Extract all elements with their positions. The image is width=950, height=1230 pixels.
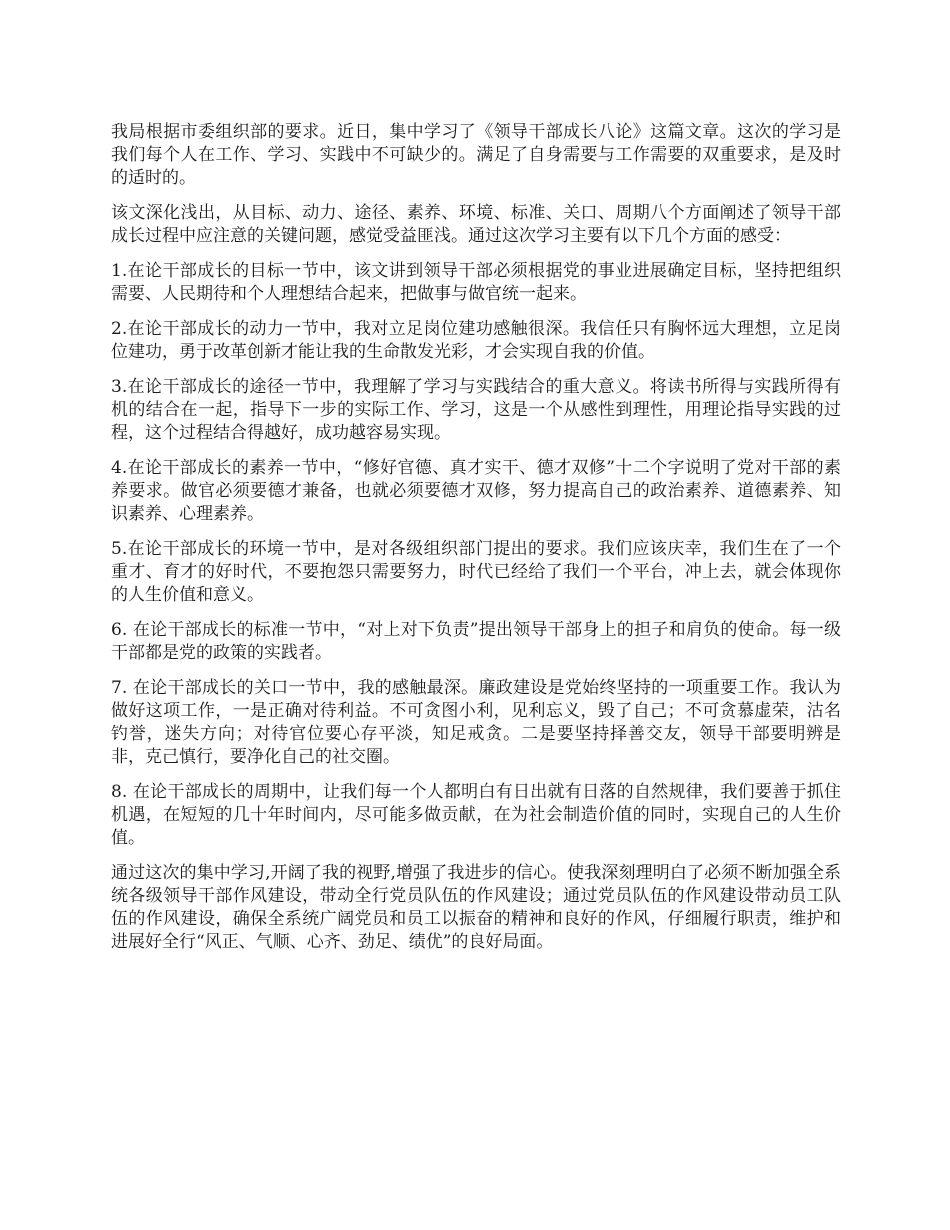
paragraph-point-5: 5.在论干部成长的环境一节中，是对各级组织部门提出的要求。我们应该庆幸，我们生在了一个重才、育才的好时代，不要抱怨只需要努力，时代已经给了我们一个平台，冲上去，就会体现你的人生价值和意义。 <box>111 539 841 605</box>
document-body <box>111 121 841 966</box>
paragraph-point-8: 8. 在论干部成长的周期中，让我们每一个人都明白有日出就有日落的自然规律，我们要善于抓住机遇，在短短的几十年时间内，尽可能多做贡献，在为社会制造价值的同时，实现自己的人生价值。 <box>111 782 841 848</box>
paragraph-point-6: 6. 在论干部成长的标准一节中，“对上对下负责”提出领导干部身上的担子和肩负的使命。每一级干部都是党的政策的实践者。 <box>111 620 841 663</box>
paragraph-conclusion: 通过这次的集中学习,开阔了我的视野,增强了我进步的信心。使我深刻理明白了必须不断加强全系统各级领导干部作风建设，带动全行党员队伍的作风建设；通过党员队伍的作风建设带动员工队伍的作风建设，确保全系统广阔党员和员工以振奋的精神和良好的作风，仔细履行职责，维护和进展好全行“风正、气顺、心齐、劲足、绩优”的良好局面。 <box>111 863 841 952</box>
paragraph-summary: 该文深化浅出，从目标、动力、途径、素养、环境、标准、关口、周期八个方面阐述了领导干部成长过程中应注意的关键问题，感觉受益匪浅。通过这次学习主要有以下几个方面的感受： <box>111 203 841 246</box>
paragraph-point-4: 4.在论干部成长的素养一节中，“修好官德、真才实干、德才双修”十二个字说明了党对干部的素养要求。做官必须要德才兼备，也就必须要德才双修，努力提高自己的政治素养、道德素养、知识素养、心理素养。 <box>111 458 841 524</box>
paragraph-point-2: 2.在论干部成长的动力一节中，我对立足岗位建功感触很深。我信任只有胸怀远大理想，立足岗位建功，勇于改革创新才能让我的生命散发光彩，才会实现自我的价值。 <box>111 319 841 362</box>
paragraph-point-7: 7. 在论干部成长的关口一节中，我的感触最深。廉政建设是党始终坚持的一项重要工作。我认为做好这项工作，一是正确对待利益。不可贪图小利，见利忘义，毁了自己；不可贪慕虚荣，沽名钓誉，迷失方向；对待官位要心存平淡，知足戒贪。二是要坚持择善交友，领导干部要明辨是非，克己慎行，要净化自己的社交圈。 <box>111 678 841 767</box>
paragraph-point-1: 1.在论干部成长的目标一节中，该文讲到领导干部必须根据党的事业进展确定目标，坚持把组织需要、人民期待和个人理想结合起来，把做事与做官统一起来。 <box>111 261 841 304</box>
paragraph-point-3: 3.在论干部成长的途径一节中，我理解了学习与实践结合的重大意义。将读书所得与实践所得有机的结合在一起，指导下一步的实际工作、学习，这是一个从感性到理性，用理论指导实践的过程，这个过程结合得越好，成功越容易实现。 <box>111 377 841 443</box>
paragraph-intro: 我局根据市委组织部的要求。近日，集中学习了《领导干部成长八论》这篇文章。这次的学习是我们每个人在工作、学习、实践中不可缺少的。满足了自身需要与工作需要的双重要求，是及时的适时的。 <box>111 122 841 188</box>
